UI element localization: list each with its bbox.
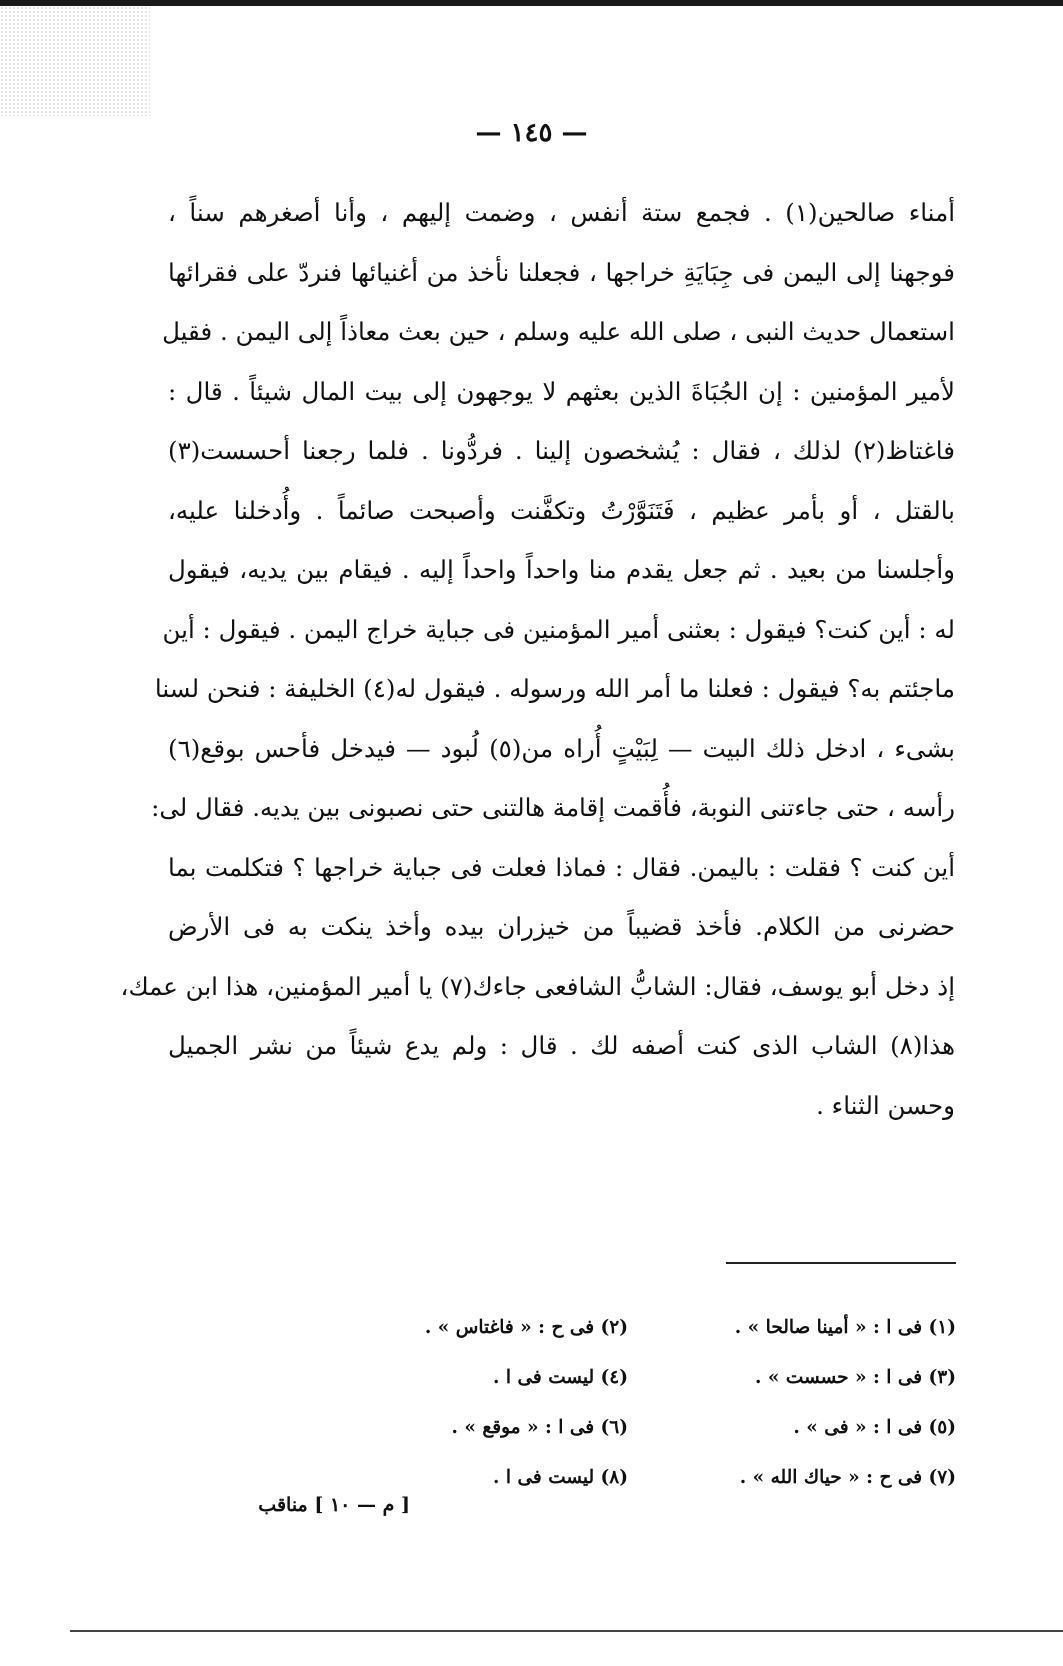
text-line: بشىء ، ادخل ذلك البيت — لِبَيْتٍ أُراه من(٥) لُبود — فيدخل فأحس بوقع(٦)	[168, 733, 955, 763]
body-text	[120, 183, 956, 1135]
footnote-8: (٨) ليست فى ا .	[493, 1467, 628, 1488]
text-line: وأجلسنا من بعيد . ثم جعل يقدم منا واحداً واحداً إليه . فيقام بين يديه، فيقول	[168, 555, 955, 584]
text-line: هذا(٨) الشاب الذى كنت أصفه لك . قال : ولم يدع شيئاً من نشر الجميل	[168, 1031, 955, 1060]
text-line: رأسه ، حتى جاءتنى النوبة، فأُقمت إقامة هالتنى حتى نصبونى بين يديه. فقال لى:	[151, 793, 955, 822]
text-line: لأمير المؤمنين : إن الجُبَاةَ الذين بعثهم لا يوجهون إلى بيت المال شيئاً . قال :	[168, 376, 955, 406]
signature-mark: [ م — ١٠ ] مناقب	[258, 1494, 410, 1516]
scan-speckle	[0, 6, 150, 116]
text-line: بالقتل ، أو بأمر عظيم ، فَتَنَوَّرْتُ وتكفَّنت وأصبحت صائماً . وأُدخلنا عليه،	[168, 495, 955, 525]
top-border	[0, 0, 1063, 6]
text-line-last: وحسن الثناء .	[816, 1090, 955, 1120]
text-line: إذ دخل أبو يوسف، فقال: الشابُّ الشافعى جاءك(٧) يا أمير المؤمنين، هذا ابن عمك،	[120, 971, 955, 1001]
text-line: أمناء صالحين(١) . فجمع ستة أنفس ، وضمت إليهم ، وأنا أصغرهم سناً ،	[168, 198, 956, 227]
text-line: فاغتاظ(٢) لذلك ، فقال : يُشخصون إلينا . فردُّونا . فلما رجعنا أحسست(٣)	[168, 436, 955, 465]
footnote-6: (٦) فى ا : « موقع » .	[451, 1417, 628, 1438]
text-line: أين كنت ؟ فقلت : باليمن. فقال : فماذا فعلت فى جباية خراجها ؟ فتكلمت بما	[168, 852, 955, 882]
text-line: ماجئتم به؟ فيقول : فعلنا ما أمر الله ورسوله . فيقول له(٤) الخليفة : فنحن لسنا	[154, 674, 955, 703]
footnote-4: (٤) ليست فى ا .	[493, 1367, 628, 1388]
text-line: حضرنى من الكلام. فأخذ قضيباً من خيزران بيده وأخذ ينكت به فى الأرض	[168, 912, 955, 941]
bottom-border	[70, 1630, 1063, 1632]
footnote-1: (١) فى ا : « أمينا صالحا » .	[734, 1317, 956, 1338]
footnote-5: (٥) فى ا : « فى » .	[793, 1417, 956, 1438]
text-line: له : أين كنت؟ فيقول : بعثنى أمير المؤمنين فى جباية خراج اليمن . فيقول : أين	[162, 614, 955, 644]
footnote-divider	[726, 1262, 956, 1264]
footnote-2: (٢) فى ح : « فاغتاس » .	[424, 1317, 628, 1338]
footnote-3: (٣) فى ا : « حسست » .	[755, 1367, 956, 1388]
footnotes	[300, 1306, 956, 1500]
text-line: فوجهنا إلى اليمن فى جِبَايَةِ خراجها ، فجعلنا نأخذ من أغنيائها فنردّ على فقرائها	[168, 257, 955, 287]
footnote-7: (٧) فى ح : « حياك الله » .	[739, 1467, 956, 1488]
page-number: — ١٤٥ —	[475, 118, 588, 148]
text-line: استعمال حديث النبى ، صلى الله عليه وسلم ، حين بعث معاذاً إلى اليمن . فقيل	[162, 317, 955, 346]
